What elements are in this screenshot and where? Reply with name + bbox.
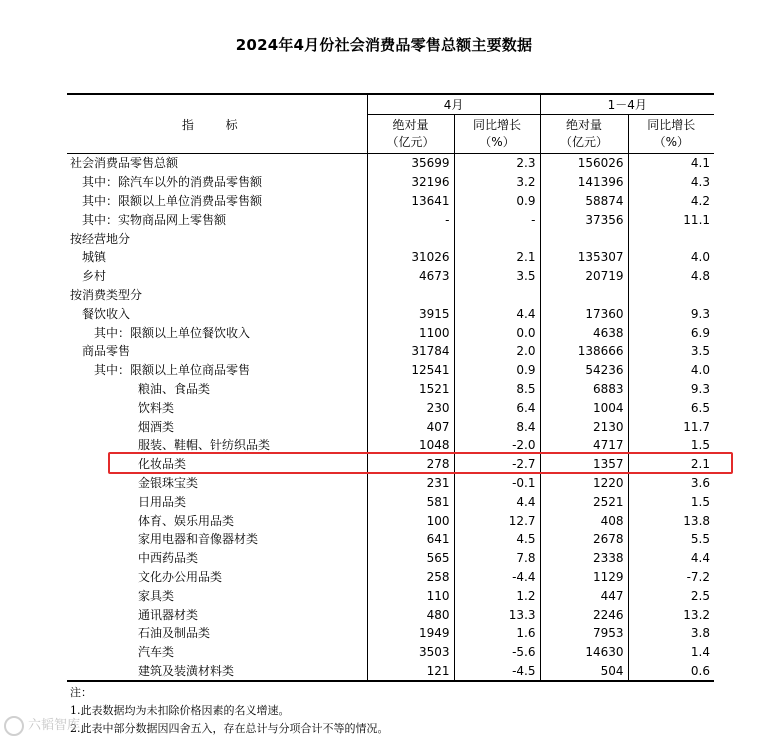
row-label: 商品零售 [82,344,131,359]
row-label: 其中：限额以上单位餐饮收入 [94,325,251,340]
cell-ytd-yoy: 6.9 [628,323,714,342]
cell-april-abs: 32196 [367,173,454,192]
cell-april-yoy: 7.8 [454,549,540,568]
cell-ytd-yoy: 3.6 [628,474,714,493]
cell-ytd-abs: 6883 [540,380,628,399]
row-label: 化妆品类 [138,457,187,472]
cell-ytd-yoy: 9.3 [628,380,714,399]
cell-april-abs: 641 [367,530,454,549]
row-label: 家用电器和音像器材类 [138,532,259,547]
cell-ytd-abs [540,229,628,248]
cell-ytd-abs: 17360 [540,304,628,323]
cell-april-yoy: 8.5 [454,380,540,399]
cell-april-abs: 110 [367,586,454,605]
cell-april-yoy: 4.5 [454,530,540,549]
header-april-yoy: 同比增长 （%） [454,115,540,154]
cell-ytd-abs: 54236 [540,361,628,380]
watermark-text: 六韬智库 [28,718,81,733]
cell-april-yoy [454,229,540,248]
cell-april-yoy: -2.7 [454,455,540,474]
cell-april-abs: 581 [367,492,454,511]
cell-april-abs: 407 [367,417,454,436]
cell-april-abs: 1048 [367,436,454,455]
row-label: 烟酒类 [138,419,175,434]
table-row [67,605,714,624]
cell-ytd-abs: 2130 [540,417,628,436]
cell-ytd-yoy: 4.3 [628,173,714,192]
cell-ytd-yoy: 4.4 [628,549,714,568]
cell-april-yoy: 2.0 [454,342,540,361]
table-row [67,304,714,323]
row-label: 家具类 [138,588,175,603]
cell-april-yoy: -4.5 [454,662,540,682]
table-row [67,323,714,342]
cell-ytd-yoy: 4.1 [628,154,714,173]
cell-april-abs: 35699 [367,154,454,173]
row-label: 金银珠宝类 [138,475,199,490]
row-label: 乡村 [82,269,107,284]
cell-april-yoy: 0.0 [454,323,540,342]
cell-ytd-yoy: 4.8 [628,267,714,286]
cell-ytd-yoy: 0.6 [628,662,714,682]
cell-ytd-abs: 447 [540,586,628,605]
cell-april-yoy: 1.2 [454,586,540,605]
row-label: 日用品类 [138,494,187,509]
cell-ytd-yoy: 2.1 [628,455,714,474]
header-ytd-abs: 绝对量 （亿元） [540,115,628,154]
cell-april-abs: 1100 [367,323,454,342]
table-row [67,398,714,417]
cell-ytd-abs: 1220 [540,474,628,493]
cell-april-abs: 1521 [367,380,454,399]
cell-ytd-yoy: 11.1 [628,210,714,229]
page-title: 2024年4月份社会消费品零售总额主要数据 [235,36,533,54]
cell-ytd-yoy: 13.8 [628,511,714,530]
cell-ytd-yoy: 4.0 [628,248,714,267]
cell-april-abs: 4673 [367,267,454,286]
cell-ytd-abs: 135307 [540,248,628,267]
table-row [67,248,714,267]
cell-april-yoy: 1.6 [454,624,540,643]
cell-april-abs: 278 [367,455,454,474]
note-header: 注： [70,686,92,699]
cell-ytd-yoy: 5.5 [628,530,714,549]
table-row [67,586,714,605]
cell-april-yoy: 0.9 [454,192,540,211]
cell-ytd-abs [540,286,628,305]
cell-ytd-abs: 141396 [540,173,628,192]
cell-ytd-yoy [628,286,714,305]
cell-ytd-abs: 58874 [540,192,628,211]
cell-april-yoy: 13.3 [454,605,540,624]
table-row [67,210,714,229]
row-label: 中西药品类 [138,551,199,566]
cell-april-abs [367,286,454,305]
table-row [67,417,714,436]
cell-april-abs: - [367,210,454,229]
cell-ytd-yoy: 9.3 [628,304,714,323]
header-jan-apr: 1－4月 [540,94,714,115]
cell-ytd-abs: 37356 [540,210,628,229]
row-label: 按经营地分 [70,231,131,246]
table-row [67,342,714,361]
cell-ytd-abs: 20719 [540,267,628,286]
cell-ytd-yoy: 1.5 [628,436,714,455]
note-1: 1.此表数据均为未扣除价格因素的名义增速。 [70,704,290,717]
cell-april-yoy: 12.7 [454,511,540,530]
row-label: 饮料类 [138,400,175,415]
cell-april-abs: 480 [367,605,454,624]
table-row [67,436,714,455]
cell-ytd-yoy: 13.2 [628,605,714,624]
cell-april-abs: 3915 [367,304,454,323]
table-row [67,643,714,662]
cell-april-yoy: 6.4 [454,398,540,417]
table-row [67,380,714,399]
cell-april-abs: 258 [367,568,454,587]
cell-april-yoy: 3.2 [454,173,540,192]
cell-april-yoy: -0.1 [454,474,540,493]
cell-ytd-abs: 138666 [540,342,628,361]
cell-april-abs: 3503 [367,643,454,662]
cell-april-yoy: 2.3 [454,154,540,173]
cell-april-yoy: 4.4 [454,492,540,511]
cell-ytd-abs: 14630 [540,643,628,662]
table-row [67,154,714,173]
row-label: 其中：限额以上单位商品零售 [94,363,251,378]
cell-ytd-yoy: 3.5 [628,342,714,361]
cell-ytd-abs: 7953 [540,624,628,643]
cell-april-abs [367,229,454,248]
watermark [4,714,80,736]
circle-logo-icon [4,716,24,736]
table-row [67,229,714,248]
cell-ytd-abs: 2338 [540,549,628,568]
row-label: 其中：限额以上单位消费品零售额 [82,193,263,208]
row-label: 餐饮收入 [82,306,131,321]
cell-april-yoy: - [454,210,540,229]
table-row [67,568,714,587]
row-label: 石油及制品类 [138,626,211,641]
table-row [67,662,714,682]
row-label: 建筑及装潢材料类 [67,662,367,682]
cell-april-abs: 12541 [367,361,454,380]
table-row [67,455,714,474]
row-label: 按消费类型分 [70,287,143,302]
table-notes [70,684,389,738]
cell-ytd-abs: 408 [540,511,628,530]
cell-april-abs: 13641 [367,192,454,211]
cell-ytd-abs: 2521 [540,492,628,511]
cell-april-yoy: 4.4 [454,304,540,323]
cell-april-yoy: -4.4 [454,568,540,587]
cell-ytd-abs: 1129 [540,568,628,587]
row-label: 体育、娱乐用品类 [138,513,235,528]
cell-april-abs: 100 [367,511,454,530]
cell-ytd-yoy: 2.5 [628,586,714,605]
row-label: 社会消费品零售总额 [70,156,179,171]
table-row [67,530,714,549]
cell-april-abs: 231 [367,474,454,493]
table-row [67,267,714,286]
table-row [67,492,714,511]
table-body [67,154,714,682]
cell-ytd-yoy: 3.8 [628,624,714,643]
cell-april-yoy: 0.9 [454,361,540,380]
cell-ytd-abs: 4638 [540,323,628,342]
cell-ytd-abs: 504 [540,662,628,682]
table-row [67,361,714,380]
row-label: 服装、鞋帽、针纺织品类 [138,438,271,453]
table-row [67,286,714,305]
retail-sales-table [67,93,714,682]
cell-ytd-yoy [628,229,714,248]
cell-april-abs: 31784 [367,342,454,361]
cell-ytd-abs: 156026 [540,154,628,173]
cell-april-abs: 121 [367,662,454,682]
table-row [67,474,714,493]
cell-ytd-yoy: -7.2 [628,568,714,587]
table-row [67,173,714,192]
table-row [67,192,714,211]
cell-april-yoy: -2.0 [454,436,540,455]
table-row [67,624,714,643]
cell-ytd-yoy: 1.4 [628,643,714,662]
header-indicator: 指 标 [67,94,367,154]
cell-ytd-abs: 2246 [540,605,628,624]
cell-april-yoy: 3.5 [454,267,540,286]
header-april: 4月 [367,94,540,115]
header-ytd-yoy: 同比增长 （%） [628,115,714,154]
header-april-abs: 绝对量 （亿元） [367,115,454,154]
cell-ytd-yoy: 4.0 [628,361,714,380]
table-row [67,549,714,568]
cell-ytd-yoy: 4.2 [628,192,714,211]
cell-april-yoy [454,286,540,305]
cell-ytd-abs: 4717 [540,436,628,455]
cell-ytd-abs: 1004 [540,398,628,417]
cell-april-abs: 1949 [367,624,454,643]
cell-ytd-yoy: 11.7 [628,417,714,436]
cell-ytd-abs: 1357 [540,455,628,474]
row-label: 其中：实物商品网上零售额 [82,212,227,227]
cell-april-abs: 565 [367,549,454,568]
cell-april-abs: 230 [367,398,454,417]
table-row [67,511,714,530]
note-2: 2.此表中部分数据因四舍五入，存在总计与分项合计不等的情况。 [70,722,389,735]
cell-ytd-yoy: 6.5 [628,398,714,417]
row-label: 通讯器材类 [138,607,199,622]
cell-april-yoy: -5.6 [454,643,540,662]
row-label: 文化办公用品类 [138,569,223,584]
cell-april-abs: 31026 [367,248,454,267]
cell-ytd-abs: 2678 [540,530,628,549]
cell-april-yoy: 8.4 [454,417,540,436]
cell-ytd-yoy: 1.5 [628,492,714,511]
row-label: 汽车类 [138,645,175,660]
cell-april-yoy: 2.1 [454,248,540,267]
row-label: 粮油、食品类 [138,381,211,396]
row-label: 城镇 [82,250,107,265]
row-label: 其中：除汽车以外的消费品零售额 [82,175,263,190]
